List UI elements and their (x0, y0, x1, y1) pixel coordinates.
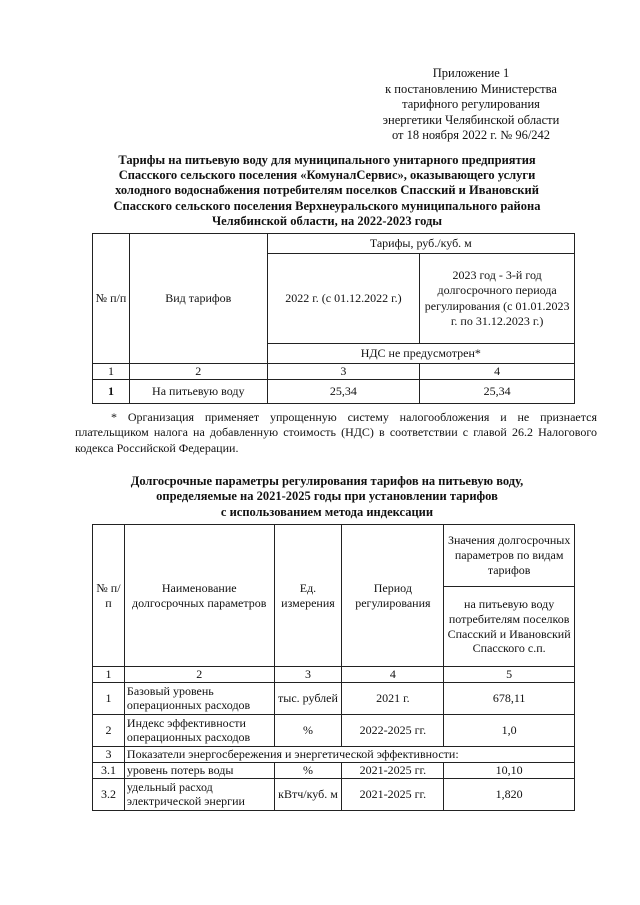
row-period: 2021-2025 гг. (342, 778, 444, 810)
header-drinking-water: на питьевую воду потребителям поселков Спасский и Ивановский Спасского с.п. (444, 587, 575, 667)
header-number: № п/п (93, 525, 125, 667)
header-number: № п/п (93, 234, 130, 364)
header-2022: 2022 г. (с 01.12.2022 г.) (267, 254, 420, 344)
appendix-line-3: тарифного регулирования (402, 97, 540, 112)
section-row (93, 746, 575, 762)
header-vat: НДС не предусмотрен* (267, 344, 574, 364)
section-number: 3 (93, 746, 125, 762)
row-period: 2021 г. (342, 682, 444, 714)
row-parameter-name: уровень потерь воды (124, 762, 274, 778)
row-parameter-name: удельный расход электрической энергии (124, 778, 274, 810)
header-period: Период регулирования (342, 525, 444, 667)
row-unit: тыс. рублей (274, 682, 342, 714)
row-value: 1,820 (444, 778, 575, 810)
section-title: Показатели энергосбережения и энергетической эффективности: (124, 746, 574, 762)
col-index-1: 1 (93, 667, 125, 683)
row-parameter-name: Индекс эффективности операционных расходов (124, 714, 274, 746)
row-number: 1 (93, 682, 125, 714)
parameters-table (92, 524, 575, 811)
row-number: 2 (93, 714, 125, 746)
col-index-1: 1 (93, 364, 130, 380)
appendix-line-1: Приложение 1 (432, 66, 510, 80)
col-index-5: 5 (444, 667, 575, 683)
appendix-block (360, 66, 582, 144)
row-unit: % (274, 762, 342, 778)
table-row (93, 714, 575, 746)
row-value: 10,10 (444, 762, 575, 778)
row-unit: % (274, 714, 342, 746)
row-parameter-name: Базовый уровень операционных расходов (124, 682, 274, 714)
col-index-4: 4 (342, 667, 444, 683)
row-tariff-type: На питьевую воду (129, 380, 267, 404)
appendix-line-4: энергетики Челябинской области (382, 112, 560, 127)
row-number: 1 (93, 380, 130, 404)
header-tariffs: Тарифы, руб./куб. м (267, 234, 574, 254)
row-period: 2022-2025 гг. (342, 714, 444, 746)
appendix-line-2: к постановлению Министерства (385, 81, 557, 96)
table-row (93, 380, 575, 404)
row-value: 678,11 (444, 682, 575, 714)
row-number: 3.1 (93, 762, 125, 778)
row-value-2023: 25,34 (420, 380, 575, 404)
col-index-3: 3 (274, 667, 342, 683)
header-tariff-type: Вид тарифов (129, 234, 267, 364)
table-row (93, 682, 575, 714)
col-index-2: 2 (129, 364, 267, 380)
appendix-line-5: от 18 ноября 2022 г. № 96/242 (391, 128, 551, 143)
row-value: 1,0 (444, 714, 575, 746)
row-number: 3.2 (93, 778, 125, 810)
row-period: 2021-2025 гг. (342, 762, 444, 778)
header-unit: Ед. измерения (274, 525, 342, 667)
parameters-title-line-2: определяемые на 2021-2025 годы при установлении тарифов (156, 489, 498, 504)
col-index-3: 3 (267, 364, 420, 380)
row-unit: кВтч/куб. м (274, 778, 342, 810)
header-parameter-name: Наименование долгосрочных параметров (124, 525, 274, 667)
header-2023: 2023 год - 3-й год долгосрочного периода регулирования (с 01.01.2023 г. по 31.12.2023 г.) (420, 254, 575, 344)
tariff-table (92, 233, 575, 404)
table-row (93, 762, 575, 778)
col-index-4: 4 (420, 364, 575, 380)
row-value-2022: 25,34 (267, 380, 420, 404)
parameters-title-line-1: Долгосрочные параметры регулирования тарифов на питьевую воду, (130, 474, 524, 488)
vat-footnote: * Организация применяет упрощенную систему налогообложения и не признается плательщиком налога на добавленную стоимость (НДС) в соответствии с главой 26.2 Налогового кодекса Российской Федерации. (75, 410, 597, 455)
table-row (93, 778, 575, 810)
parameters-title (80, 474, 574, 520)
col-index-2: 2 (124, 667, 274, 683)
header-values: Значения долгосрочных параметров по видам тарифов (444, 525, 575, 587)
tariff-title: Тарифы на питьевую воду для муниципального унитарного предприятия Спасского сельского поселения «КомуналСервис», оказывающего услуги холодного водоснабжения потребителям поселков Спасский и Ивановский Спасского сельского поселения Верхнеуральского муниципального района Челябинской области, на 2022-2023 годы (113, 153, 541, 228)
parameters-title-line-3: с использованием метода индексации (220, 504, 434, 519)
